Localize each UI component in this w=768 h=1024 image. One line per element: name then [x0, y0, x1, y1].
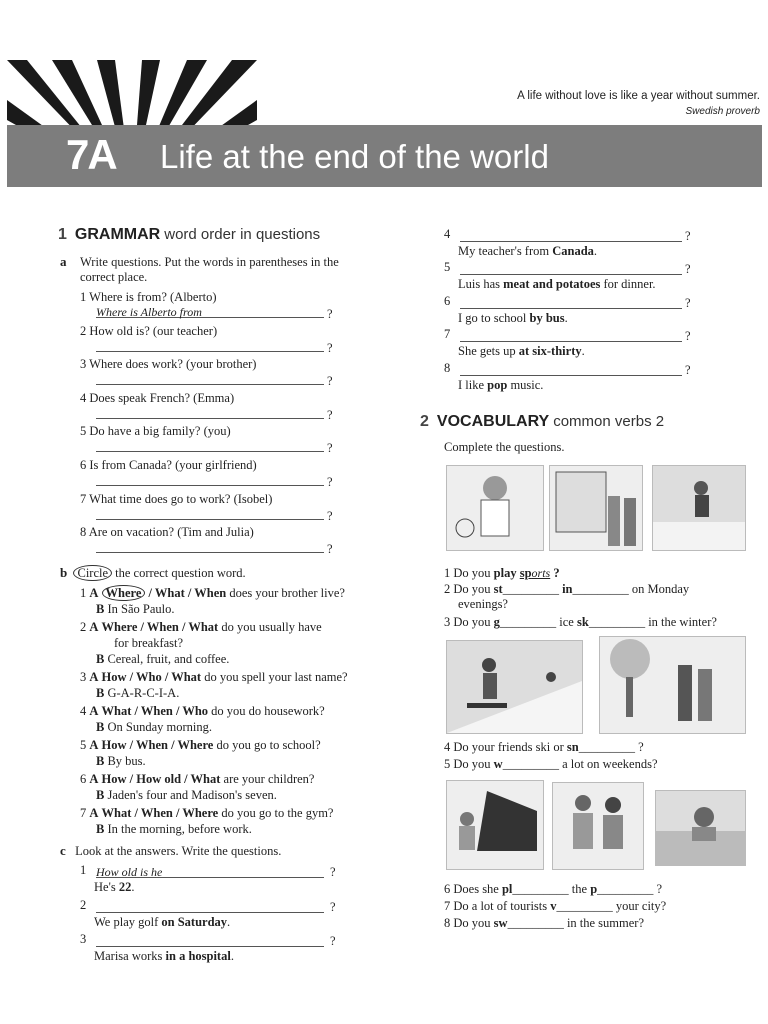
- vocab-item: [444, 565, 560, 581]
- snowboarders-picture: [446, 640, 583, 734]
- exercise-b-instruction: b Circle the correct question word.: [60, 565, 246, 580]
- question-text: Where does work? (your brother): [89, 357, 257, 372]
- question-rest: are your children?: [223, 772, 315, 786]
- vocab-part: sk: [576, 615, 589, 629]
- speaker-a-label: A: [89, 772, 99, 786]
- reply-pre: He's: [94, 880, 119, 894]
- circled-choice: Where: [102, 585, 146, 601]
- question-mark: ?: [327, 475, 333, 489]
- answer-line[interactable]: [460, 361, 682, 376]
- vocab-part: play: [493, 566, 517, 580]
- reply-text: [458, 243, 597, 259]
- reply-bold: on Saturday: [161, 915, 228, 929]
- dialogue-answer: [96, 601, 174, 617]
- item-number: 7: [80, 806, 87, 820]
- vocab-part: g: [493, 615, 500, 629]
- answer-line[interactable]: [96, 863, 324, 878]
- vocab-part: pl: [501, 882, 513, 896]
- dialogue-answer: [96, 753, 146, 769]
- item-number: 3: [80, 932, 87, 946]
- section-number: 1: [58, 226, 67, 243]
- vocab-part: Do you: [453, 615, 494, 629]
- answer-text: Jaden's four and Madison's seven.: [107, 788, 277, 802]
- question-mark: ?: [327, 441, 333, 456]
- item-number: 7: [444, 327, 451, 341]
- answer-text: By bus.: [107, 754, 146, 768]
- vocab-part: Do you: [453, 582, 494, 596]
- answer-line[interactable]: [96, 404, 324, 419]
- word-choices: / What / When: [148, 586, 227, 600]
- exercise-a-letter: a: [60, 254, 67, 269]
- answer-line[interactable]: [460, 327, 682, 342]
- dialogue-answer: [96, 651, 229, 667]
- section-subtitle: word order in questions: [164, 226, 321, 243]
- dialogue-question: [80, 703, 325, 719]
- reply-bold: 22: [118, 880, 132, 894]
- speaker-b-label: B: [96, 788, 105, 802]
- item-number: 1: [80, 863, 87, 877]
- question-mark: ?: [685, 262, 691, 276]
- vocab-part: w: [493, 757, 503, 771]
- exercise-a-instruction-1: Write questions. Put the words in parentheses in the: [80, 255, 339, 269]
- speaker-b-label: B: [96, 822, 105, 836]
- answer-line[interactable]: [460, 294, 682, 309]
- vocab-part: _________ ice: [499, 615, 577, 629]
- word-choices: What / When / Where: [101, 806, 219, 820]
- item-number: 7: [80, 491, 87, 506]
- speaker-b-label: B: [96, 720, 105, 734]
- vocab-part: sp: [519, 566, 532, 580]
- item-number: 4: [80, 390, 87, 405]
- vocab-part: _________ in the winter?: [588, 615, 717, 629]
- vocab-item: [444, 915, 644, 931]
- item-number: 4: [80, 704, 87, 718]
- quote-source: Swedish proverb: [685, 106, 760, 117]
- unit-code: 7A: [66, 131, 116, 178]
- vocab-part: Do you: [453, 566, 494, 580]
- answer-line[interactable]: [96, 932, 324, 947]
- answer-text: In São Paulo.: [107, 602, 175, 616]
- reply-pre: Luis has: [458, 277, 504, 291]
- speaker-a-label: A: [89, 670, 99, 684]
- item-number: 4: [444, 740, 451, 754]
- vocab-item: [444, 739, 644, 755]
- vocab-part: Does she: [453, 882, 502, 896]
- item-number: 4: [444, 227, 451, 241]
- answer-line[interactable]: [96, 303, 324, 318]
- reply-text: [94, 948, 234, 964]
- answer-text: Cereal, fruit, and coffee.: [107, 652, 230, 666]
- item-number: 1: [80, 290, 87, 304]
- dialogue-question: [80, 619, 322, 635]
- tourists-picture: [552, 782, 644, 870]
- question-text: Is from Canada? (your girlfriend): [89, 458, 257, 472]
- swimmer-picture: [655, 790, 746, 866]
- section-2-heading: [420, 413, 664, 431]
- reply-text: [458, 377, 543, 393]
- question-rest: do you go to the gym?: [221, 806, 334, 820]
- vocab-item-line2: evenings?: [458, 597, 508, 611]
- vocab-item: [444, 581, 689, 597]
- question-rest-line2: for breakfast?: [114, 636, 184, 650]
- question-mark: ?: [330, 934, 336, 948]
- reply-text: [94, 914, 230, 930]
- vocab-part: Do your friends ski or: [453, 740, 567, 754]
- question-mark: ?: [330, 900, 336, 914]
- piano-player-picture: [446, 780, 544, 870]
- item-number: 3: [444, 615, 451, 629]
- answer-line[interactable]: [460, 260, 682, 275]
- question-mark: ?: [327, 307, 333, 321]
- answer-line[interactable]: [96, 505, 324, 520]
- item-number: 6: [444, 294, 451, 308]
- reply-post: .: [131, 880, 135, 894]
- question-mark: ?: [685, 329, 691, 343]
- item-number: 2: [444, 582, 451, 596]
- speaker-a-label: A: [89, 738, 99, 752]
- speaker-b-label: B: [96, 652, 105, 666]
- reply-post: .: [593, 244, 598, 258]
- reply-post: .: [581, 344, 585, 358]
- item-number: 8: [80, 525, 87, 540]
- reply-post: for dinner.: [600, 277, 656, 291]
- word-choices: How / How old / What: [101, 772, 221, 786]
- people-at-window-picture: [549, 465, 643, 551]
- exercise-c-instruction: c Look at the answers. Write the questions.: [60, 843, 282, 858]
- reply-pre: I go to school: [458, 311, 530, 325]
- question-text: Where is from? (Alberto): [89, 290, 217, 304]
- question-rest: do you go to school?: [216, 738, 321, 752]
- dialogue-question: [80, 737, 321, 753]
- question-mark: ?: [685, 296, 691, 310]
- dialogue-question: [80, 585, 345, 601]
- reply-pre: My teacher's from: [458, 244, 553, 258]
- item-number: 5: [444, 260, 451, 274]
- vocab-part: _________ on Monday: [572, 582, 690, 596]
- item-number: 2: [80, 323, 87, 338]
- item-number: 3: [80, 357, 87, 372]
- vocab-part: orts: [531, 566, 551, 580]
- item-number: 5: [80, 738, 87, 752]
- section-subtitle: common verbs 2: [553, 413, 665, 430]
- reply-text: [458, 276, 656, 292]
- vocab-part: _________ the: [512, 882, 591, 896]
- item-number: 5: [444, 757, 451, 771]
- vocab-instruction: Complete the questions.: [444, 440, 565, 454]
- vocab-part: in: [562, 582, 573, 596]
- vocab-part: ?: [550, 566, 560, 580]
- item-number: 2: [80, 620, 87, 634]
- header-quote: [517, 90, 760, 117]
- answer-text: In the morning, before work.: [107, 822, 252, 836]
- question-mark: ?: [327, 508, 333, 523]
- answer-text: Where is Alberto from: [96, 305, 202, 319]
- question-mark: ?: [685, 229, 691, 243]
- section-title: VOCABULARY: [436, 413, 550, 430]
- answer-line[interactable]: [96, 898, 324, 913]
- answer-text: How old is he: [96, 865, 163, 879]
- vocab-item: [444, 898, 666, 914]
- question-mark: ?: [330, 865, 336, 879]
- vocab-part: _________ a lot on weekends?: [502, 757, 658, 771]
- item-number: 6: [80, 458, 87, 472]
- reply-pre: Marisa works: [94, 949, 166, 963]
- answer-line[interactable]: [96, 437, 324, 452]
- answer-line[interactable]: [96, 370, 324, 385]
- word-choices: How / Who / What: [101, 670, 202, 684]
- vocab-part: p: [590, 882, 598, 896]
- reply-post: music.: [507, 378, 544, 392]
- vocab-item: [444, 881, 662, 897]
- item-number: 8: [444, 361, 451, 375]
- reply-text: [94, 879, 134, 895]
- question-rest: do you spell your last name?: [204, 670, 348, 684]
- section-title: GRAMMAR: [74, 226, 161, 243]
- vocab-part: _________ ?: [597, 882, 663, 896]
- dialogue-answer: [96, 685, 179, 701]
- answer-text: On Sunday morning.: [107, 720, 212, 734]
- vocab-part: sn: [566, 740, 579, 754]
- ice-skater-picture: [652, 465, 746, 551]
- dialogue-question: [80, 669, 348, 685]
- reply-bold: in a hospital: [165, 949, 231, 963]
- dialogue-question: [80, 805, 333, 821]
- vocab-part: v: [550, 899, 557, 913]
- vocab-part: _________ in the summer?: [507, 916, 645, 930]
- walkers-in-park-picture: [599, 636, 746, 734]
- dialogue-answer: [96, 821, 252, 837]
- section-1-heading: [58, 226, 320, 244]
- speaker-a-label: A: [89, 704, 99, 718]
- dialogue-answer: [96, 719, 212, 735]
- dialogue-question: [80, 771, 314, 787]
- word-choices: What / When / Who: [101, 704, 209, 718]
- question-mark: ?: [327, 374, 333, 389]
- reply-pre: We play golf: [94, 915, 162, 929]
- speaker-b-label: B: [96, 602, 105, 616]
- exercise-a-instruction-2: correct place.: [80, 270, 148, 284]
- vocab-part: Do you: [453, 916, 494, 930]
- vocab-part: st: [493, 582, 503, 596]
- word-choices: Where / When / What: [101, 620, 219, 634]
- reply-bold: Canada: [552, 244, 594, 258]
- vocab-part: _________ your city?: [556, 899, 667, 913]
- item-number: 6: [444, 882, 451, 896]
- section-number: 2: [420, 413, 429, 430]
- item-number: 8: [444, 916, 451, 930]
- quote-text: A life without love is like a year without summer.: [517, 90, 760, 102]
- question-rest: do you do housework?: [211, 704, 325, 718]
- speaker-a-label: A: [89, 586, 99, 600]
- item-number: 7: [444, 899, 451, 913]
- question-mark: ?: [685, 363, 691, 377]
- vocab-part: _________: [502, 582, 563, 596]
- question-text: How old is? (our teacher): [89, 323, 218, 338]
- speaker-a-label: A: [89, 620, 99, 634]
- item-number: 6: [80, 772, 87, 786]
- reply-pre: I like: [458, 378, 488, 392]
- tennis-player-picture: [446, 465, 544, 551]
- vocab-part: _________ ?: [578, 740, 644, 754]
- reply-bold: meat and potatoes: [503, 277, 601, 291]
- reply-bold: by bus: [529, 311, 565, 325]
- circle-word: Circle: [73, 565, 112, 581]
- vocab-part: sw: [493, 916, 508, 930]
- word-choices: How / When / Where: [101, 738, 214, 752]
- speaker-a-label: A: [89, 806, 99, 820]
- reply-text: [458, 343, 585, 359]
- question-rest: does your brother live?: [229, 586, 345, 600]
- answer-line[interactable]: [96, 337, 324, 352]
- vocab-part: Do a lot of tourists: [453, 899, 551, 913]
- answer-text: G-A-R-C-I-A.: [107, 686, 180, 700]
- answer-line[interactable]: [96, 471, 324, 486]
- question-mark: ?: [327, 407, 333, 422]
- item-number: 5: [80, 424, 87, 439]
- reply-post: .: [227, 915, 231, 929]
- speaker-b-label: B: [96, 754, 105, 768]
- question-text: Do have a big family? (you): [89, 424, 231, 439]
- question-text: What time does go to work? (Isobel): [89, 491, 273, 506]
- unit-title: Life at the end of the world: [160, 138, 549, 175]
- dialogue-answer: [96, 787, 277, 803]
- answer-line[interactable]: [96, 538, 324, 553]
- reply-text: [458, 310, 568, 326]
- vocab-part: Do you: [453, 757, 494, 771]
- question-text: Are on vacation? (Tim and Julia): [88, 525, 254, 540]
- item-number: 1: [444, 566, 451, 580]
- item-number: 1: [80, 586, 87, 600]
- vocab-item: [444, 614, 717, 630]
- question-rest: do you usually have: [221, 620, 322, 634]
- answer-line[interactable]: [460, 227, 682, 242]
- question-text: Does speak French? (Emma): [89, 390, 235, 405]
- reply-bold: at six-thirty: [518, 344, 582, 358]
- vocab-item: [444, 756, 658, 772]
- item-number: 3: [80, 670, 87, 684]
- speaker-b-label: B: [96, 686, 105, 700]
- question-mark: ?: [327, 340, 333, 355]
- reply-post: .: [564, 311, 568, 325]
- question-mark: ?: [327, 542, 333, 557]
- item-number: 2: [80, 898, 87, 912]
- reply-pre: She gets up: [458, 344, 519, 358]
- reply-post: .: [230, 949, 234, 963]
- reply-bold: pop: [487, 378, 508, 392]
